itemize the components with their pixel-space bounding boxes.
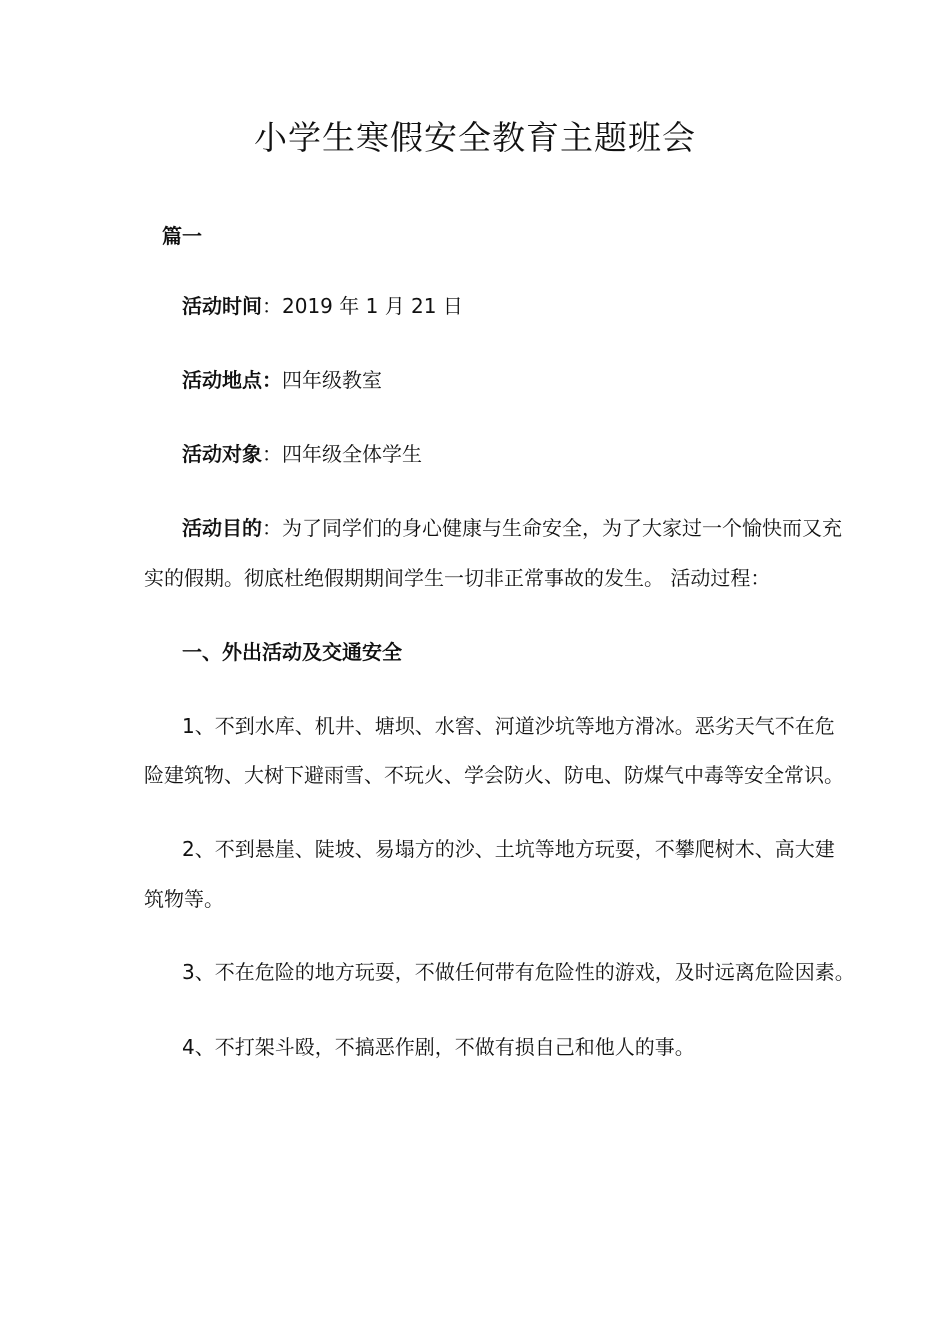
activity-time-sep: ：	[262, 294, 282, 318]
item2-line1: 2、不到悬崖、陡坡、易塌方的沙、土坑等地方玩耍，不攀爬树木、高大建	[182, 837, 835, 861]
activity-target-value: 四年级全体学生	[282, 442, 422, 466]
activity-purpose-line2: 实的假期。彻底杜绝假期期间学生一切非正常事故的发生。 活动过程：	[144, 566, 771, 590]
item1-line1: 1、不到水库、机井、塘坝、水窖、河道沙坑等地方滑冰。恶劣天气不在危	[182, 714, 835, 738]
activity-place-label: 活动地点：	[182, 368, 282, 392]
section-heading: 篇一	[162, 224, 202, 248]
activity-place-value: 四年级教室	[282, 368, 382, 392]
activity-place-line	[182, 366, 382, 394]
item4-line: 4、不打架斗殴，不搞恶作剧，不做有损自己和他人的事。	[182, 1035, 695, 1059]
activity-time-label: 活动时间	[182, 294, 262, 318]
item2-line2: 筑物等。	[144, 887, 224, 911]
item1-line2: 险建筑物、大树下避雨雪、不玩火、学会防火、防电、防煤气中毒等安全常识。	[144, 763, 844, 787]
activity-target-line	[182, 440, 422, 468]
activity-purpose-label: 活动目的	[182, 516, 262, 540]
item3-line: 3、不在危险的地方玩耍，不做任何带有危险性的游戏，及时远离危险因素。	[182, 960, 855, 984]
activity-target-label: 活动对象	[182, 442, 262, 466]
heading-outdoor-traffic-safety: 一、外出活动及交通安全	[182, 640, 402, 664]
activity-time-line	[182, 292, 463, 320]
document-title: 小学生寒假安全教育主题班会	[254, 118, 696, 157]
activity-purpose-text1: ：为了同学们的身心健康与生命安全，为了大家过一个愉快而又充	[262, 516, 842, 540]
activity-time-value: 2019 年 1 月 21 日	[282, 294, 463, 318]
activity-target-sep: ：	[262, 442, 282, 466]
activity-purpose-line1	[182, 514, 842, 542]
